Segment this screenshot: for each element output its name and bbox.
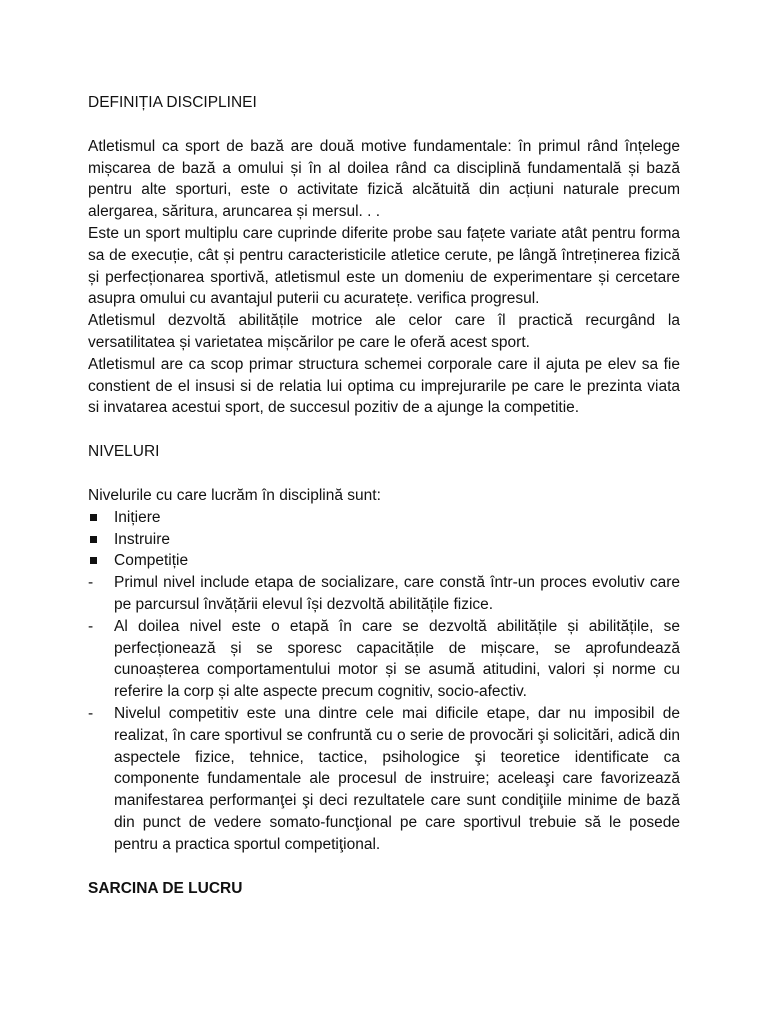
- list-item: [88, 529, 680, 551]
- spacer: [88, 419, 680, 441]
- square-bullet-icon: [90, 557, 97, 564]
- section-title-sarcina: SARCINA DE LUCRU: [88, 879, 243, 897]
- list-item-label: Competiție: [114, 552, 189, 570]
- spacer: [88, 856, 680, 878]
- section-title-definitia: DEFINIȚIA DISCIPLINEI: [88, 94, 257, 111]
- square-bullet-icon: [90, 514, 97, 521]
- document-content: [88, 92, 680, 899]
- paragraph-4: Atletismul are ca scop primar structura schemei corporale care il ajuta pe elev sa fie constient de el insusi si de relatia lui optima cu imprejurarile pe care le prezinta viata si invatarea acestui sport, de succesul pozitiv de a ajunge la competitie.: [88, 355, 680, 417]
- list-item-text: Primul nivel include etapa de socializare, care constă într-un proces evolutiv care pe parcursul învățării elevul își dezvoltă abilitățile fizice.: [114, 574, 680, 613]
- list-item: [88, 703, 680, 856]
- paragraph-2: Este un sport multiplu care cuprinde diferite probe sau fațete variate atât pentru forma sa de execuție, cât și pentru caracteristicile atletice cerute, pe lângă întreținerea fizică și perfecționarea sportivă, atletismul este un domeniu de experimentare și cercetare asupra omului cu avantajul puterii cu acuratețe. verifica progresul.: [88, 224, 680, 308]
- levels-dash-list: [88, 572, 680, 855]
- list-item-label: Inițiere: [114, 508, 161, 526]
- dash-bullet: -: [88, 574, 94, 592]
- paragraph-1: Atletismul ca sport de bază are două motive fundamentale: în primul rând înțelege mișcarea de bază a omului și în al doilea rând ca disciplină fundamentală și bază pentru alte sporturi, este o activitate fizică alcătuită din acțiuni naturale precum alergarea, săritura, aruncarea și mersul. . .: [88, 137, 680, 221]
- square-bullet-icon: [90, 536, 97, 543]
- levels-intro: Nivelurile cu care lucrăm în disciplină sunt:: [88, 486, 381, 504]
- list-item-label: Instruire: [114, 530, 170, 548]
- dash-bullet: -: [88, 617, 94, 635]
- list-item: [88, 572, 680, 616]
- list-item-text: Nivelul competitiv este una dintre cele mai dificile etape, dar nu imposibil de realizat, în care sportivul se confruntă cu o serie de provocări şi solicitări, adică din aspectele fizice, tehnice, tactice, psihologice şi teoretice identificate ca componente fundamentale ale procesul de instruire; aceleaşi care favorizează manifestarea performanţei şi deci rezultatele care sunt condiţiile minime de bază din punct de vedere somato-funcţional pe care sportivul trebuie să le posede pentru a practica sportul competiţional.: [114, 704, 680, 853]
- list-item: [88, 507, 680, 529]
- levels-bullet-list: [88, 507, 680, 572]
- spacer: [88, 114, 680, 136]
- paragraph-3: Atletismul dezvoltă abilitățile motrice ale celor care îl practică recurgând la versatilitatea și varietatea mișcărilor pe care le oferă acest sport.: [88, 312, 680, 351]
- list-item-text: Al doilea nivel este o etapă în care se dezvoltă abilitățile și abilitățile, se perfecționează și se sporesc capacitățile de mișcare, se aprofundează cunoașterea comportamentului motor și se asumă atitudini, valori și norme cu referire la corp și alte aspecte precum cognitiv, socio-afectiv.: [114, 617, 680, 701]
- list-item: [88, 616, 680, 703]
- spacer: [88, 463, 680, 485]
- list-item: [88, 550, 680, 572]
- section-title-niveluri: NIVELURI: [88, 443, 160, 461]
- dash-bullet: -: [88, 704, 94, 722]
